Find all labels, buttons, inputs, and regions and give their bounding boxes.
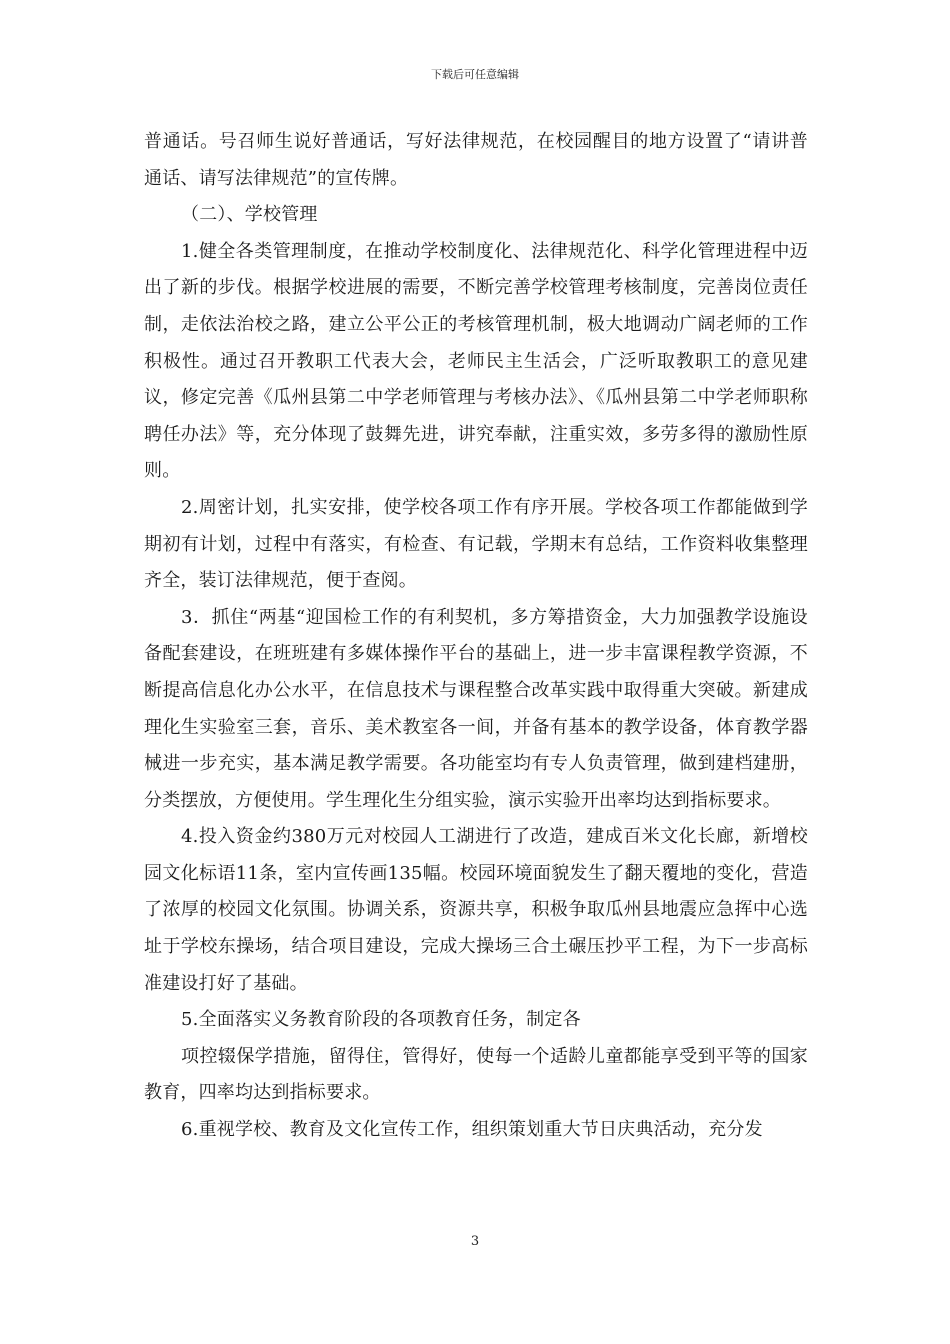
paragraph-item-6: 6.重视学校、教育及文化宣传工作，组织策划重大节日庆典活动，充分发 <box>181 1119 763 1141</box>
paragraph-1: 普通话。号召师生说好普通话，写好法律规范，在校园醒目的地方设置了“请讲普通话、请写法律规范”的宣传牌。 <box>144 131 808 189</box>
page-header: 下载后可任意编辑 <box>431 68 519 81</box>
paragraph-item-4: 4.投入资金约380万元对校园人工湖进行了改造，建成百米文化长廊，新增校园文化标语11条，室内宣传画135幅。校园环境面貌发生了翻天覆地的变化，营造了浓厚的校园文化氛围。协调关系，资源共享，积极争取瓜州县地震应急挥中心选址于学校东操场，结合项目建设，完成大操场三合土碾压抄平工程，为下一步高标准建设打好了基础。 <box>144 826 808 994</box>
paragraph-item-5-continued: 项控辍保学措施，留得住，管得好，使每一个适龄儿童都能享受到平等的国家教育，四率均达到指标要求。 <box>144 1045 808 1104</box>
section-heading-school-management: （二）、学校管理 <box>181 204 318 226</box>
paragraph-item-2: 2.周密计划，扎实安排，使学校各项工作有序开展。学校各项工作都能做到学期初有计划，过程中有落实，有检查、有记载，学期末有总结，工作资料收集整理齐全，装订法律规范，便于查阅。 <box>144 496 808 592</box>
page-number: 3 <box>470 1234 480 1249</box>
paragraph-item-1: 1.健全各类管理制度，在推动学校制度化、法律规范化、科学化管理进程中迈出了新的步伐。根据学校进展的需要，不断完善学校管理考核制度，完善岗位责任制，走依法治校之路，建立公平公正的考核管理机制，极大地调动广阔老师的工作积极性。通过召开教职工代表大会，老师民主生活会，广泛听取教职工的意见建议，修定完善《瓜州县第二中学老师管理与考核办法》、《瓜州县第二中学老师职称聘任办法》等，充分体现了鼓舞先进，讲究奉献，注重实效，多劳多得的激励性原则。 <box>144 240 808 482</box>
paragraph-item-5: 5.全面落实义务教育阶段的各项教育任务，制定各 <box>181 1009 581 1031</box>
paragraph-item-3: 3．抓住“两基“迎国检工作的有利契机，多方筹措资金，大力加强教学设施设备配套建设，在班班建有多媒体操作平台的基础上，进一步丰富课程教学资源，不断提高信息化办公水平，在信息技术与课程整合改革实践中取得重大突破。新建成理化生实验室三套，音乐、美术教室各一间，并备有基本的教学设备，体育教学器械进一步充实，基本满足教学需要。各功能室均有专人负责管理，做到建档建册，分类摆放，方便使用。学生理化生分组实验，演示实验开出率均达到指标要求。 <box>144 606 808 811</box>
document-body <box>144 124 808 1149</box>
